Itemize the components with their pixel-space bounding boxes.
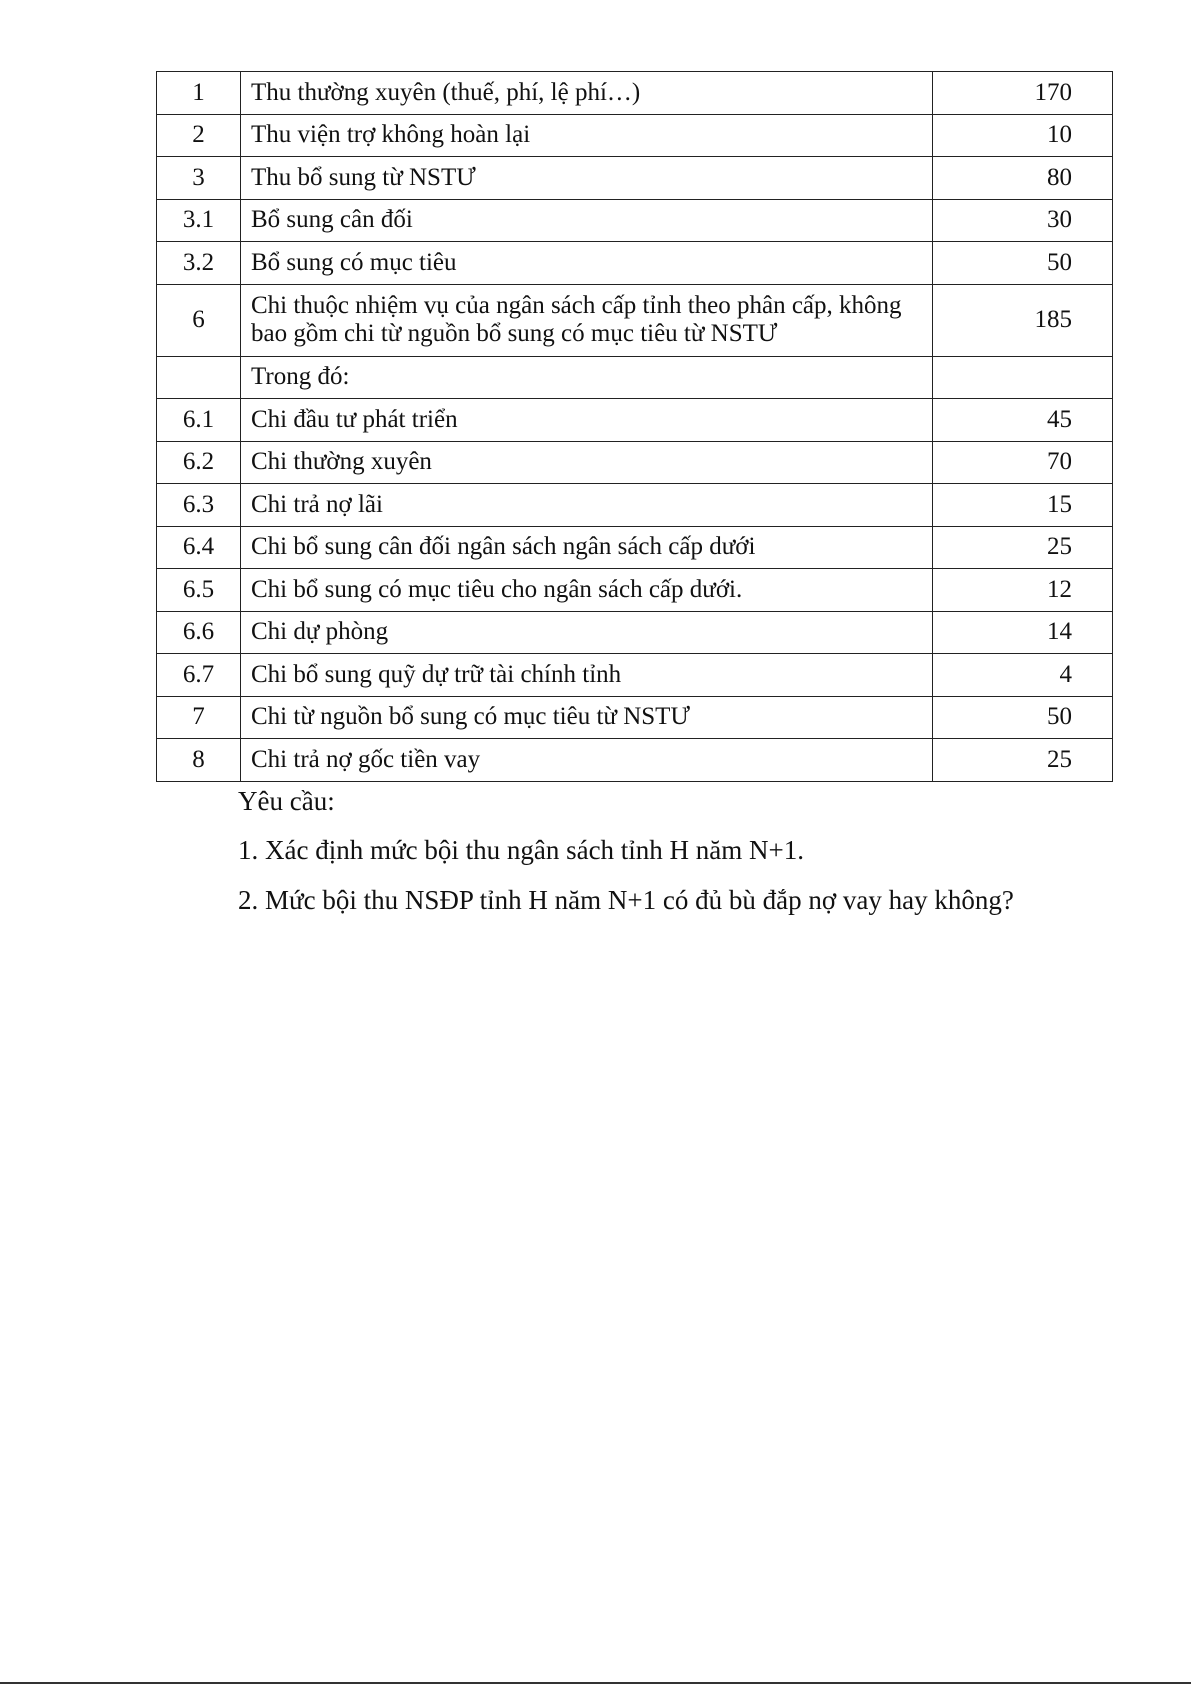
row-number: 6.4: [157, 526, 241, 569]
row-number: 6.7: [157, 654, 241, 697]
table-row: [157, 526, 1113, 569]
budget-table: [156, 71, 1113, 782]
row-value: 12: [933, 569, 1113, 612]
table-row: [157, 654, 1113, 697]
row-description: Chi bổ sung cân đối ngân sách ngân sách cấp dưới: [241, 526, 933, 569]
table-row: [157, 356, 1113, 399]
row-value: 25: [933, 739, 1113, 782]
row-value: 25: [933, 526, 1113, 569]
row-number: 1: [157, 72, 241, 115]
table-row: [157, 484, 1113, 527]
requirements-heading: Yêu cầu:: [238, 786, 335, 816]
table-row: [157, 72, 1113, 115]
row-number: 3.2: [157, 242, 241, 285]
row-description: Chi bổ sung có mục tiêu cho ngân sách cấp dưới.: [241, 569, 933, 612]
row-description: Chi dự phòng: [241, 611, 933, 654]
row-description: Bổ sung có mục tiêu: [241, 242, 933, 285]
table-row: [157, 242, 1113, 285]
row-value: 15: [933, 484, 1113, 527]
row-value: [933, 356, 1113, 399]
row-number: 6: [157, 284, 241, 356]
row-value: 70: [933, 441, 1113, 484]
row-description: Chi trả nợ gốc tiền vay: [241, 739, 933, 782]
table-row: [157, 441, 1113, 484]
row-description: Chi từ nguồn bổ sung có mục tiêu từ NSTƯ: [241, 696, 933, 739]
row-value: 80: [933, 157, 1113, 200]
row-value: 170: [933, 72, 1113, 115]
row-number: 7: [157, 696, 241, 739]
page-edge-line: [0, 1682, 1191, 1684]
row-number: 6.3: [157, 484, 241, 527]
row-number: 3.1: [157, 199, 241, 242]
table-row: [157, 199, 1113, 242]
table-row: [157, 284, 1113, 356]
row-number: 3: [157, 157, 241, 200]
row-description: Bổ sung cân đối: [241, 199, 933, 242]
row-value: 14: [933, 611, 1113, 654]
row-number: 6.6: [157, 611, 241, 654]
row-number: 6.1: [157, 399, 241, 442]
requirements-section: [238, 783, 1014, 919]
table-row: [157, 611, 1113, 654]
row-description: Thu bổ sung từ NSTƯ: [241, 157, 933, 200]
row-description: Chi bổ sung quỹ dự trữ tài chính tỉnh: [241, 654, 933, 697]
row-number: 6.2: [157, 441, 241, 484]
row-value: 45: [933, 399, 1113, 442]
requirement-item: 2. Mức bội thu NSĐP tỉnh H năm N+1 có đủ bù đắp nợ vay hay không?: [238, 885, 1014, 915]
row-description: Thu thường xuyên (thuế, phí, lệ phí…): [241, 72, 933, 115]
row-number: 8: [157, 739, 241, 782]
table-row: [157, 696, 1113, 739]
row-value: 185: [933, 284, 1113, 356]
row-description: Chi đầu tư phát triển: [241, 399, 933, 442]
row-value: 50: [933, 242, 1113, 285]
table-row: [157, 399, 1113, 442]
row-value: 10: [933, 114, 1113, 157]
table-row: [157, 569, 1113, 612]
row-value: 4: [933, 654, 1113, 697]
row-value: 30: [933, 199, 1113, 242]
row-description: Trong đó:: [241, 356, 933, 399]
table-row: [157, 114, 1113, 157]
requirement-item: 1. Xác định mức bội thu ngân sách tỉnh H năm N+1.: [238, 835, 805, 865]
row-description: Chi thuộc nhiệm vụ của ngân sách cấp tỉnh theo phân cấp, không bao gồm chi từ nguồn bổ sung có mục tiêu từ NSTƯ: [241, 284, 933, 356]
table-row: [157, 157, 1113, 200]
row-number: [157, 356, 241, 399]
row-description: Thu viện trợ không hoàn lại: [241, 114, 933, 157]
row-number: 6.5: [157, 569, 241, 612]
table-row: [157, 739, 1113, 782]
row-description: Chi trả nợ lãi: [241, 484, 933, 527]
row-value: 50: [933, 696, 1113, 739]
row-number: 2: [157, 114, 241, 157]
row-description: Chi thường xuyên: [241, 441, 933, 484]
